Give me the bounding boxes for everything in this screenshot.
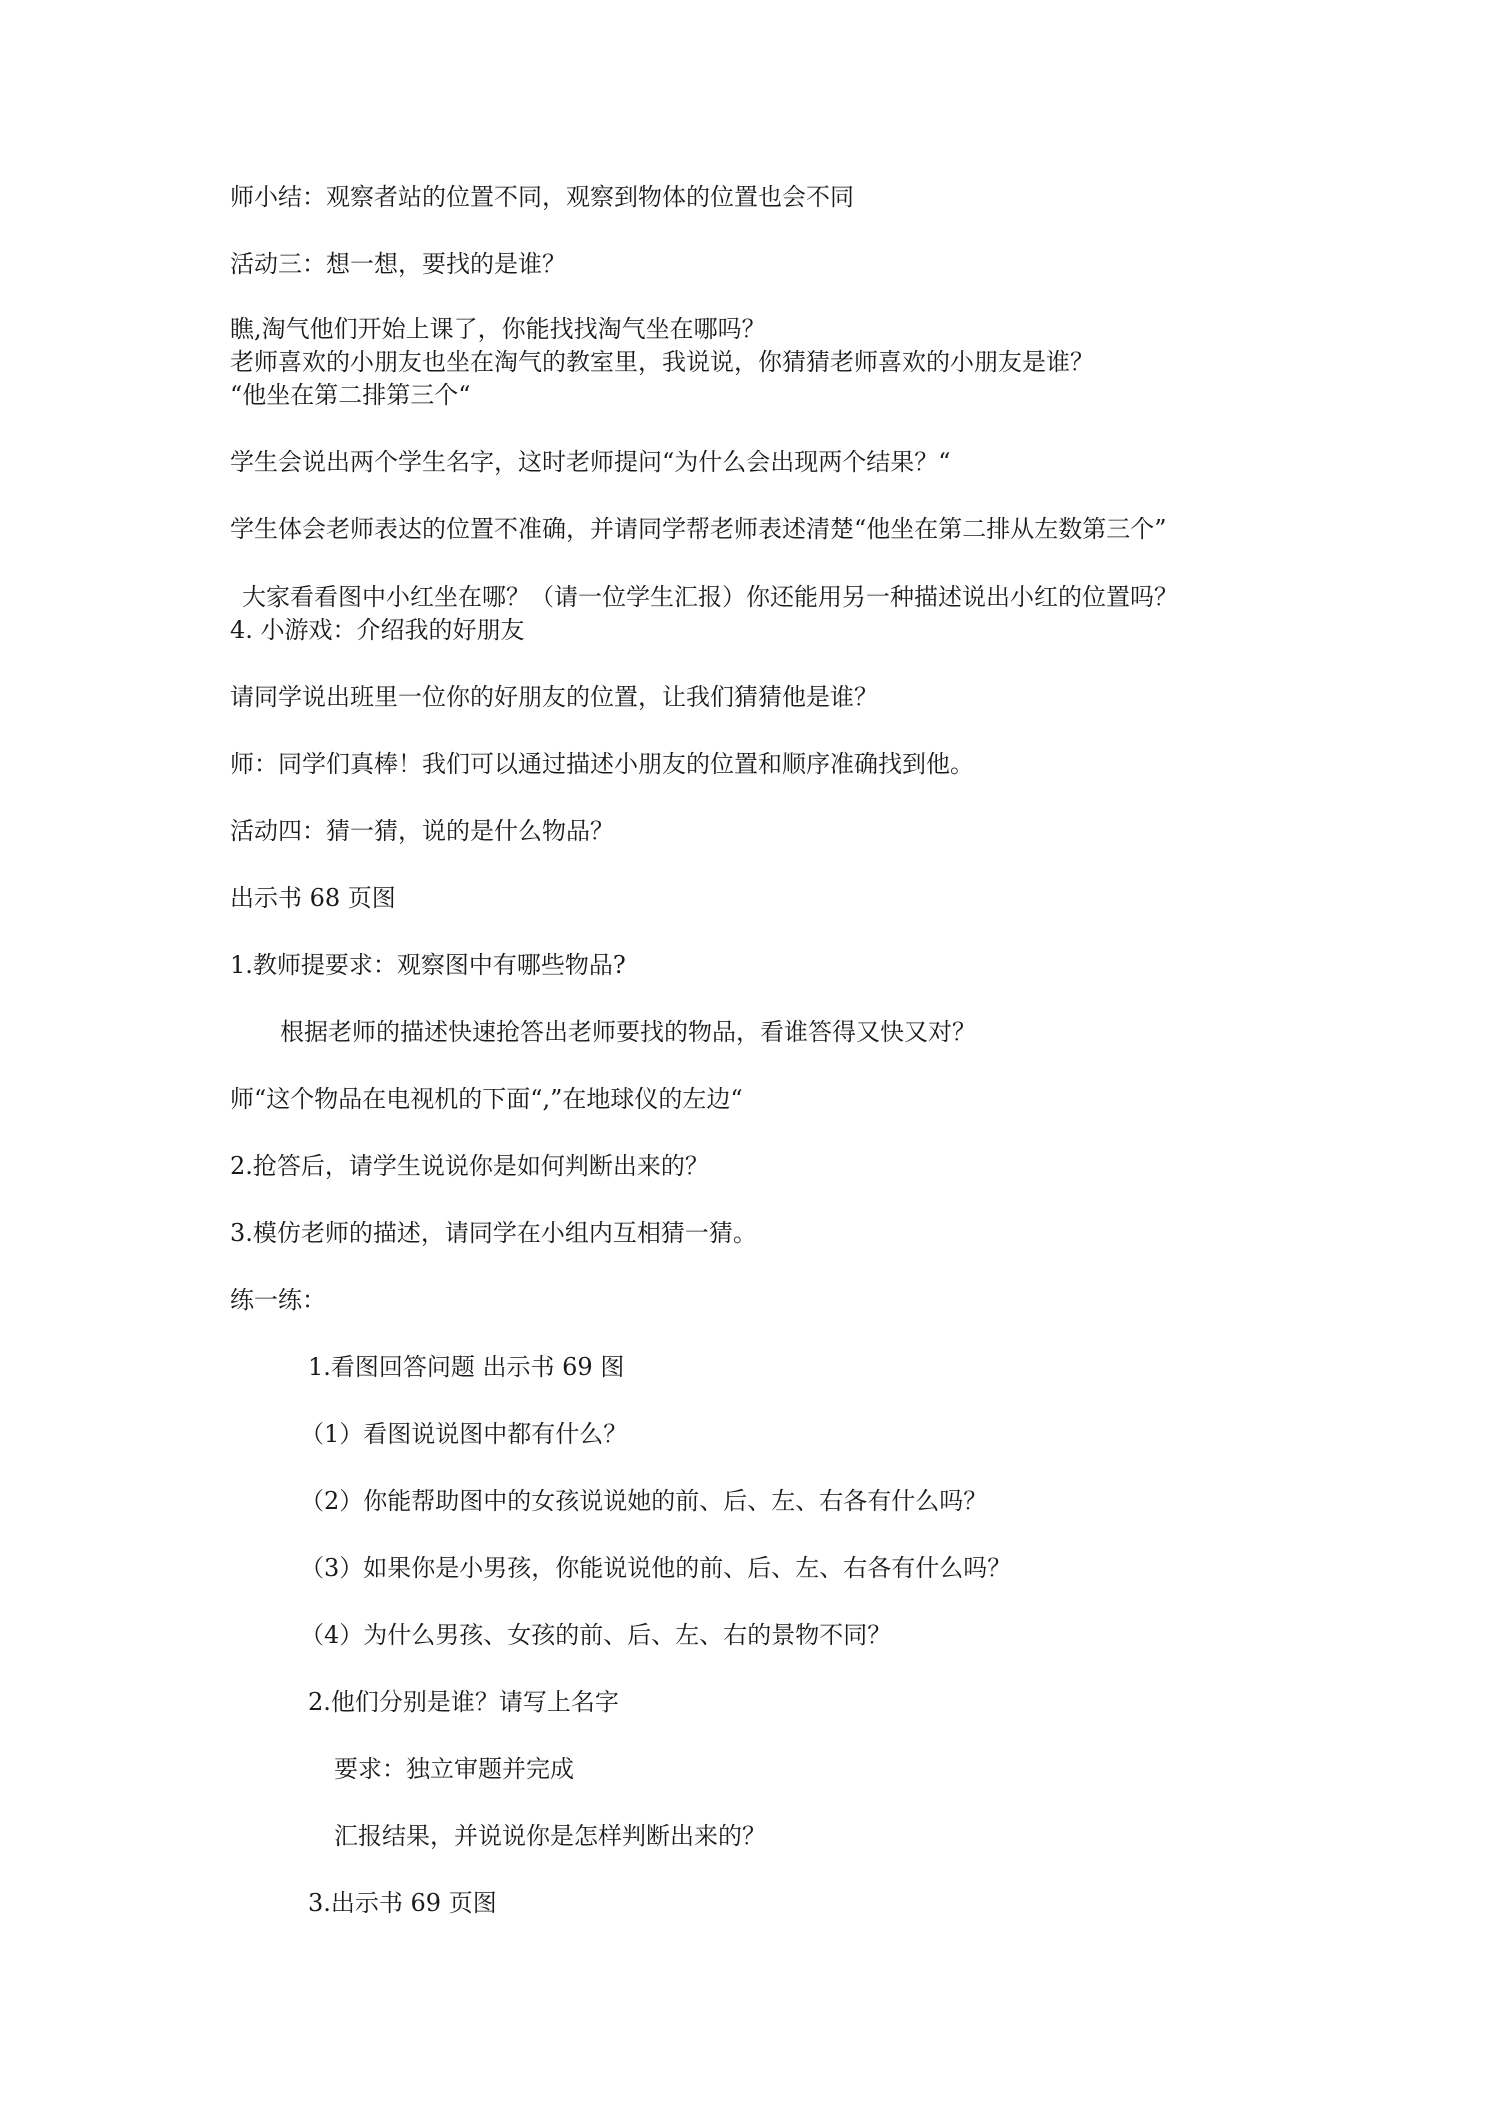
paragraph-teacher-request: 1.教师提要求：观察图中有哪些物品? [230,951,626,979]
paragraph-teacher-favorite: 老师喜欢的小朋友也坐在淘气的教室里，我说说，你猜猜老师喜欢的小朋友是谁？ [230,348,1094,376]
paragraph-teacher-summary: 师小结：观察者站的位置不同，观察到物体的位置也会不同 [230,183,854,211]
paragraph-imitate-teacher: 3.模仿老师的描述，请同学在小组内互相猜一猜。 [230,1219,757,1247]
paragraph-two-answers: 学生会说出两个学生名字，这时老师提问“为什么会出现两个结果？“ [230,448,951,476]
exercise-2-title: 2.他们分别是谁？请写上名字 [308,1688,619,1716]
paragraph-quick-answer: 根据老师的描述快速抢答出老师要找的物品，看谁答得又快又对？ [280,1018,976,1046]
heading-mini-game: 4. 小游戏：介绍我的好朋友 [230,616,525,644]
paragraph-position-inaccurate: 学生体会老师表达的位置不准确，并请同学帮老师表述清楚“他坐在第二排从左数第三个” [230,515,1167,543]
exercise-1-question-1: （1）看图说说图中都有什么？ [300,1420,628,1448]
paragraph-tv-globe: 师“这个物品在电视机的下面“,”在地球仪的左边“ [230,1085,743,1113]
paragraph-good-friend: 请同学说出班里一位你的好朋友的位置，让我们猜猜他是谁？ [230,683,878,711]
exercise-3-title: 3.出示书 69 页图 [308,1889,497,1917]
exercise-1-question-3: （3）如果你是小男孩，你能说说他的前、后、左、右各有什么吗？ [300,1554,1012,1582]
exercise-1-question-4: （4）为什么男孩、女孩的前、后、左、右的景物不同？ [300,1621,892,1649]
paragraph-after-answer: 2.抢答后，请学生说说你是如何判断出来的？ [230,1152,709,1180]
exercise-1-title: 1.看图回答问题 出示书 69 图 [308,1353,625,1381]
paragraph-xiaohong-position: 大家看看图中小红坐在哪？（请一位学生汇报）你还能用另一种描述说出小红的位置吗？ [242,583,1178,611]
heading-activity-four: 活动四：猜一猜，说的是什么物品？ [230,817,614,845]
paragraph-second-row-third: “他坐在第二排第三个“ [230,381,471,409]
exercise-1-question-2: （2）你能帮助图中的女孩说说她的前、后、左、右各有什么吗？ [300,1487,988,1515]
heading-activity-three: 活动三：想一想，要找的是谁？ [230,250,566,278]
exercise-2-report: 汇报结果，并说说你是怎样判断出来的？ [334,1822,766,1850]
heading-practice: 练一练： [230,1286,326,1314]
paragraph-naughty-class: 瞧,淘气他们开始上课了，你能找找淘气坐在哪吗？ [230,315,766,343]
paragraph-teacher-praise: 师：同学们真棒！我们可以通过描述小朋友的位置和顺序准确找到他。 [230,750,974,778]
paragraph-show-page-68: 出示书 68 页图 [230,884,396,912]
exercise-2-requirement: 要求：独立审题并完成 [334,1755,574,1783]
